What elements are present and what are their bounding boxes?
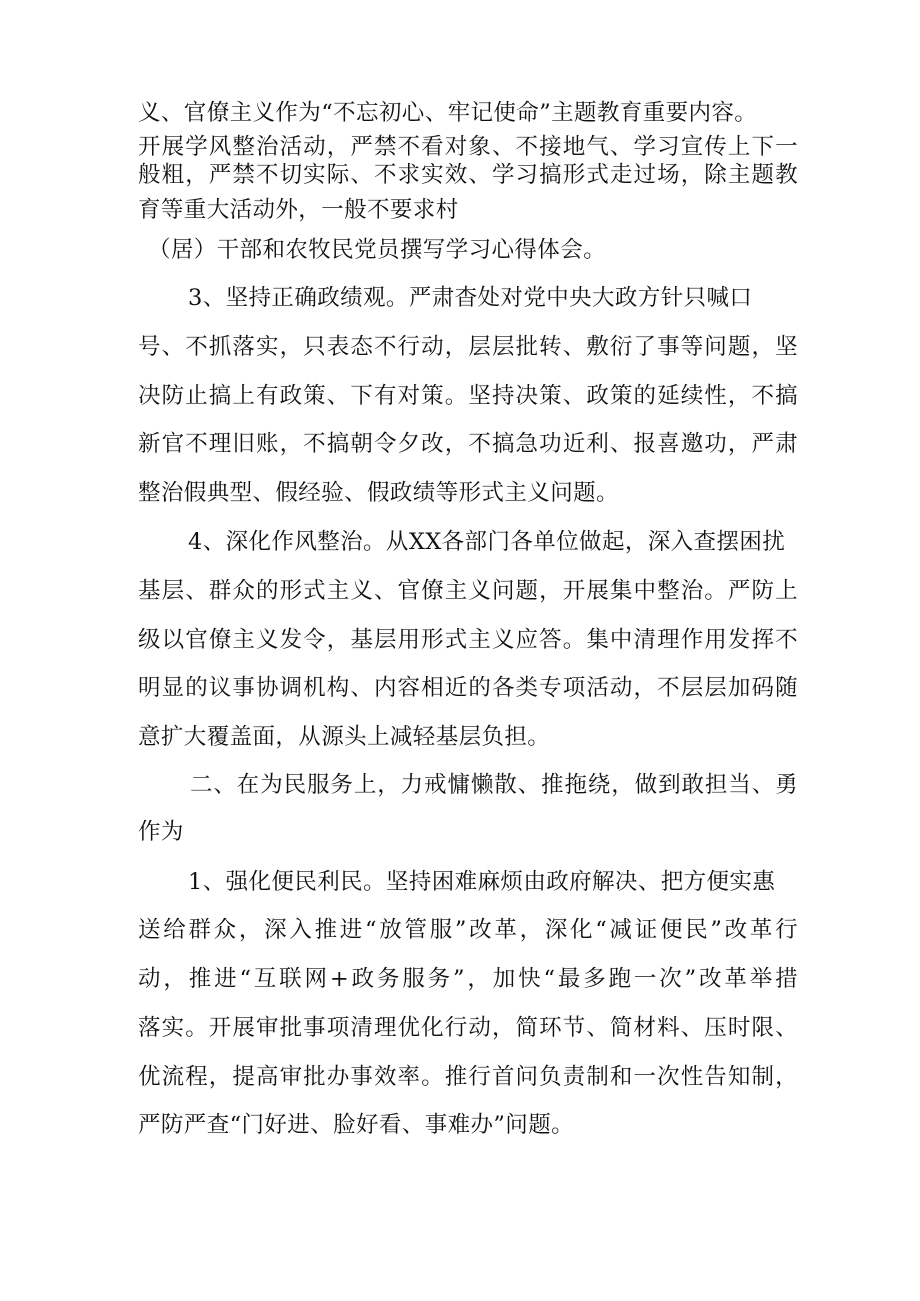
- body-text-line: 优流程，提高审批办事效率。推行首问负责制和一次性告知制，: [138, 1064, 798, 1090]
- body-text-line: 严防严查“门好进、脸好看、事难办”问题。: [138, 1112, 575, 1138]
- body-text-line: 号、不抓落实，只表态不行动，层层批转、敷衍了事等问题，坚: [138, 334, 798, 360]
- section-heading-4: 4、深化作风整治。从XX各部门各单位做起，深入查摆困扰: [188, 529, 786, 555]
- body-text-line: 育等重大活动外，一般不要求村: [138, 197, 459, 223]
- body-text-line: 整治假典型、假经验、假政绩等形式主义问题。: [138, 480, 619, 506]
- body-text-line: 送给群众，深入推进“放管服”改革，深化“减证便民”改革行: [138, 917, 798, 943]
- section-heading-3: 3、坚持正确政绩观。严肃杳处对党中央大政方针只喊口: [188, 285, 753, 311]
- body-text-line: 动，推进“互联网+政务服务”，加快“最多跑一次”改革举措: [138, 966, 798, 992]
- body-text-line: （居）干部和农牧民党员撰写学习心得体会。: [148, 237, 607, 263]
- body-text-line: 新官不理旧账，不搞朝令夕改，不搞急功近利、报喜邀功，严肃: [138, 431, 798, 457]
- body-text-line: 意扩大覆盖面，从源头上减轻基层负担。: [138, 724, 551, 750]
- body-text-line: 基层、群众的形式主义、官僚主义问题，开展集中整治。严防上: [138, 578, 798, 604]
- body-text-line: 明显的议事协调机构、内容相近的各类专项活动，不层层加码随: [138, 675, 798, 701]
- body-text-line: 义、官僚主义作为“不忘初心、牢记使命”主题教育重要内容。: [138, 100, 758, 126]
- body-text-line: 般粗，严禁不切实际、不求实效、学习搞形式走过场，除主题教: [138, 162, 798, 188]
- body-text-line: 落实。开展审批事项清理优化行动，简环节、简材料、压时限、: [138, 1015, 798, 1041]
- section-heading-2: 二、在为民服务上，力戒慵懒散、推拖绕，做到敢担当、勇: [190, 772, 798, 798]
- body-text-line: 开展学风整治活动，严禁不看对象、不接地气、学习宣传上下一: [138, 134, 798, 160]
- section-heading-1: 1、强化便民利民。坚持困难麻烦由政府解决、把方便实惠: [188, 869, 776, 895]
- body-text-line: 作为: [138, 819, 184, 845]
- body-text-line: 级以官僚主义发令，基层用形式主义应答。集中清理作用发挥不: [138, 627, 798, 653]
- body-text-line: 决防止搞上有政策、下有对策。坚持决策、政策的延续性，不搞: [138, 383, 798, 409]
